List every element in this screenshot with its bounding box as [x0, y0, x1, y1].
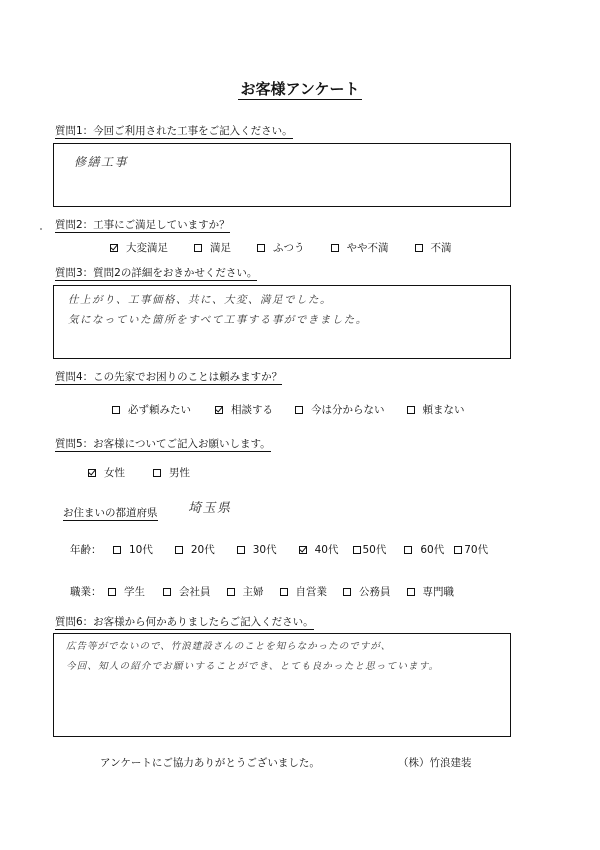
- age-option[interactable]: 60代: [404, 542, 444, 557]
- q4-option[interactable]: 頼まない: [407, 402, 465, 417]
- checkbox-checked[interactable]: [110, 244, 118, 252]
- question-4-label: 質問4：この先家でお困りのことは頼みますか？: [55, 371, 283, 383]
- checkbox[interactable]: [454, 546, 462, 554]
- company-name: （株）竹浪建装: [398, 757, 472, 769]
- checkbox[interactable]: [353, 546, 361, 554]
- checkbox[interactable]: [227, 588, 235, 596]
- age-option[interactable]: 70代: [454, 542, 488, 557]
- prefecture-label: お住まいの都道府県: [63, 507, 158, 519]
- question-2-label: 質問2：工事にご満足していますか？: [55, 219, 230, 231]
- checkbox[interactable]: [257, 244, 265, 252]
- checkbox[interactable]: [153, 469, 161, 477]
- checkbox[interactable]: [108, 588, 116, 596]
- question-3-answer-box[interactable]: [53, 285, 511, 359]
- question-6-label: 質問6：お客様から何かありましたらご記入ください。: [55, 616, 314, 628]
- age-option[interactable]: 30代: [237, 542, 277, 557]
- question-1-answer-box[interactable]: [53, 143, 511, 207]
- q2-option[interactable]: ふつう: [257, 240, 305, 255]
- checkbox[interactable]: [280, 588, 288, 596]
- job-option[interactable]: 公務員: [343, 584, 391, 599]
- checkbox[interactable]: [407, 406, 415, 414]
- age-label: 年齢：: [70, 544, 102, 556]
- question-3-answer-line: 気になっていた箇所をすべて工事する事ができました。: [68, 314, 368, 326]
- job-option[interactable]: 自営業: [280, 584, 328, 599]
- checkbox-checked[interactable]: [299, 546, 307, 554]
- age-option[interactable]: 10代: [113, 542, 153, 557]
- prefecture-answer: 埼玉県: [188, 501, 232, 516]
- job-option[interactable]: 専門職: [407, 584, 455, 599]
- checkbox[interactable]: [415, 244, 423, 252]
- age-option[interactable]: 40代: [299, 542, 339, 557]
- checkbox[interactable]: [407, 588, 415, 596]
- question-4-options: [112, 402, 479, 417]
- checkbox[interactable]: [113, 546, 121, 554]
- checkbox[interactable]: [194, 244, 202, 252]
- job-option[interactable]: 会社員: [163, 584, 211, 599]
- job-option[interactable]: 主婦: [227, 584, 264, 599]
- question-6-answer-line: 広告等がでないので、竹浪建設さんのことを知らなかったのですが、: [66, 641, 392, 652]
- job-label: 職業：: [70, 586, 102, 598]
- question-1-answer: 修繕工事: [74, 155, 129, 169]
- checkbox[interactable]: [404, 546, 412, 554]
- gender-option[interactable]: 女性: [88, 465, 125, 480]
- gender-option[interactable]: 男性: [153, 465, 190, 480]
- checkbox[interactable]: [343, 588, 351, 596]
- checkbox[interactable]: [331, 244, 339, 252]
- checkbox[interactable]: [295, 406, 303, 414]
- age-option[interactable]: 20代: [175, 542, 215, 557]
- q4-option[interactable]: 今は分からない: [295, 402, 385, 417]
- job-options: [108, 584, 468, 599]
- question-3-answer-line: 仕上がり、工事価格、共に、大変、満足でした。: [68, 294, 332, 306]
- q2-option[interactable]: やや不満: [331, 240, 389, 255]
- gender-options: [88, 465, 204, 480]
- question-1-label: 質問1：今回ご利用された工事をご記入ください。: [55, 125, 293, 137]
- scan-speck: [40, 228, 42, 230]
- q2-option[interactable]: 満足: [194, 240, 231, 255]
- checkbox[interactable]: [237, 546, 245, 554]
- q4-option[interactable]: 必ず頼みたい: [112, 402, 191, 417]
- q2-option[interactable]: 大変満足: [110, 240, 168, 255]
- checkbox-checked[interactable]: [215, 406, 223, 414]
- q2-option[interactable]: 不満: [415, 240, 452, 255]
- checkbox-checked[interactable]: [88, 469, 96, 477]
- question-6-answer-line: 今回、知人の紹介でお願いすることができ、とても良かったと思っています。: [66, 661, 440, 672]
- question-5-label: 質問5：お客様についてご記入お願いします。: [55, 438, 271, 450]
- checkbox[interactable]: [163, 588, 171, 596]
- question-2-options: [110, 240, 466, 255]
- question-3-label: 質問3：質問2の詳細をおきかせください。: [55, 267, 258, 279]
- q4-option[interactable]: 相談する: [215, 402, 273, 417]
- checkbox[interactable]: [112, 406, 120, 414]
- age-option[interactable]: 50代: [353, 542, 387, 557]
- job-option[interactable]: 学生: [108, 584, 145, 599]
- question-6-answer-box[interactable]: [53, 633, 511, 737]
- checkbox[interactable]: [175, 546, 183, 554]
- age-options: [113, 542, 502, 557]
- thanks-message: アンケートにご協力ありがとうございました。: [100, 757, 320, 769]
- page-title: お客様アンケート: [240, 80, 360, 98]
